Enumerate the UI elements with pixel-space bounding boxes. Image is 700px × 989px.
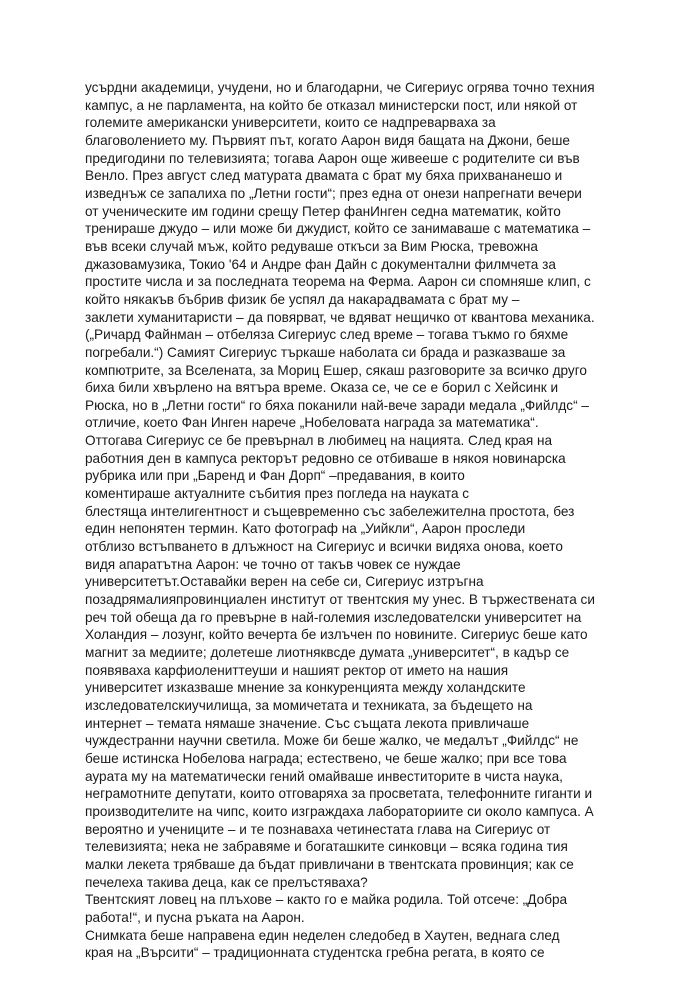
- text-line: биха били хвърлено на вятъра време. Оказа се, че се е борил с Хейсинк и: [85, 380, 559, 396]
- text-line: блестяща интелигентност и същевременно със забележителна простота, без: [85, 503, 575, 519]
- text-line: Оттогава Сигериус се бе превърнал в любимец на нацията. След края на: [85, 433, 553, 449]
- text-line: края на „Върсити“ – традиционната студентска гребна регата, в която се: [85, 945, 545, 961]
- text-line: коментираше актуалните събития през погледа на науката с: [85, 486, 470, 502]
- text-line: джазовамузика, Токио '64 и Андре фан Дайн с документални филмчета за: [85, 256, 556, 272]
- text-line: погребали.“) Самият Сигериус търкаше наболата си брада и разказваше за: [85, 344, 566, 360]
- text-line: телевизията; нека не забравяме и богаташките синковци – всяка година тия: [85, 839, 568, 855]
- text-line: беше истинска Нобелова награда; естествено, че беше жалко; при все това: [85, 750, 567, 766]
- text-line: аурата му на математически гений омайваше инвеститорите в чиста наука,: [85, 768, 563, 784]
- text-line: отличие, което Фан Инген нарече „Нобеловата награда за математика“.: [85, 415, 539, 431]
- text-line: тренираше джудо – или може би джудист, който се занимаваше с математика –: [85, 221, 591, 237]
- text-line: появяваха карфиолениттеуши и нашият ректор от името на нашия: [85, 662, 509, 678]
- text-line: реч той обеща да го превърне в най-големия изследователски университет на: [85, 609, 582, 625]
- text-line: чуждестранни научни светила. Може би беше жалко, че медалът „Фийлдс“ не: [85, 733, 579, 749]
- text-line: предигодини по телевизията; тогава Аарон още живееше с родителите си във: [85, 150, 580, 166]
- text-line: във всеки случай мъж, който редуваше откъси за Вим Рюска, тревожна: [85, 238, 538, 254]
- text-line: усърдни академици, учудени, но и благодарни, че Сигериус огрява точно техния: [85, 80, 595, 95]
- text-line: видя апаратътна Аарон: че точно от такъв човек се нуждае: [85, 556, 461, 572]
- text-line: изведнъж се запалиха по „Летни гости“; през една от онези напрегнати вечери: [85, 185, 582, 201]
- text-line: университетът.Оставайки верен на себе си, Сигериус изтръгна: [85, 574, 484, 590]
- text-line: един непонятен термин. Като фотограф на „Уийкли“, Аарон проследи: [85, 521, 526, 537]
- text-line: Твентският ловец на плъхове – както го е майка родила. Той отсече: „Добра: [85, 892, 568, 908]
- text-line: позадрямалияпровинциален институт от твентския му унес. В тържествената си: [85, 592, 595, 608]
- text-line: магнит за медиите; долетеше лиотняквсде думата „университет“, в кадър се: [85, 645, 570, 660]
- text-line: кампус, а не парламента, на който бе отказал министерски пост, или някой от: [85, 97, 578, 113]
- text-line: работния ден в кампуса ректорът редовно се отбиваше в някоя новинарска: [85, 450, 566, 466]
- text-line: производителите на чипс, които изграждаха лабораториите си около кампуса. А: [85, 803, 594, 819]
- text-line: Холандия – лозунг, който вечерта бе излъчен по новините. Сигериус беше като: [85, 627, 588, 643]
- body-text: [85, 79, 625, 962]
- text-line: Снимката беше направена един неделен следобед в Хаутен, веднага след: [85, 927, 560, 943]
- text-line: големите американски университети, които се надпреварваха за: [85, 115, 496, 131]
- text-line: заклети хуманитаристи – да повярват, че вдяват нещичко от квантова механика.: [85, 309, 595, 325]
- text-line: от ученическите им години срещу Петер фанИнген седна математик, който: [85, 203, 561, 219]
- text-line: („Ричард Файнман – отбеляза Сигериус след време – тогава тъкмо го бяхме: [85, 327, 569, 343]
- text-line: компютрите, за Вселената, за Мориц Ешер, сякаш разговорите за всичко друго: [85, 362, 587, 378]
- text-line: неграмотните депутати, които отговаряха за просветата, телефонните гиганти и: [85, 786, 593, 802]
- text-line: Рюска, но в „Летни гости“ го бяха поканили най-вече заради медала „Фийлдс“ –: [85, 397, 589, 413]
- text-line: изследователскиучилища, за момичетата и техниката, за бъдещето на: [85, 697, 533, 713]
- text-line: вероятно и учениците – и те познаваха четинестата глава на Сигериус от: [85, 821, 551, 837]
- text-line: малки лекета трябваше да бъдат привличани в твентската провинция; как се: [85, 856, 574, 872]
- text-line: простите числа и за последната теорема на Ферма. Аарон си спомняше клип, с: [85, 274, 591, 290]
- text-line: печелеха такива деца, как се прелъстяваха?: [85, 874, 368, 890]
- text-line: рубрика или при „Баренд и Фан Дорп“ –предавания, в които: [85, 468, 465, 484]
- text-line: благоволението му. Първият път, когато Аарон видя бащата на Джони, беше: [85, 132, 570, 148]
- text-line: работа!“, и пусна ръката на Аарон.: [85, 909, 305, 925]
- text-line: университет изказваше мнение за конкуренцията между холандските: [85, 680, 526, 696]
- text-line: отблизо встъпването в длъжност на Сигериус и всички видяха онова, което: [85, 539, 563, 555]
- text-line: който някакъв бъбрив физик бе успял да накарадвамата с брат му –: [85, 291, 520, 307]
- text-line: интернет – темата нямаше значение. Със същата лекота привличаше: [85, 715, 530, 731]
- text-line: Венло. През август след матурата двамата с брат му бяха прихвананешо и: [85, 168, 563, 184]
